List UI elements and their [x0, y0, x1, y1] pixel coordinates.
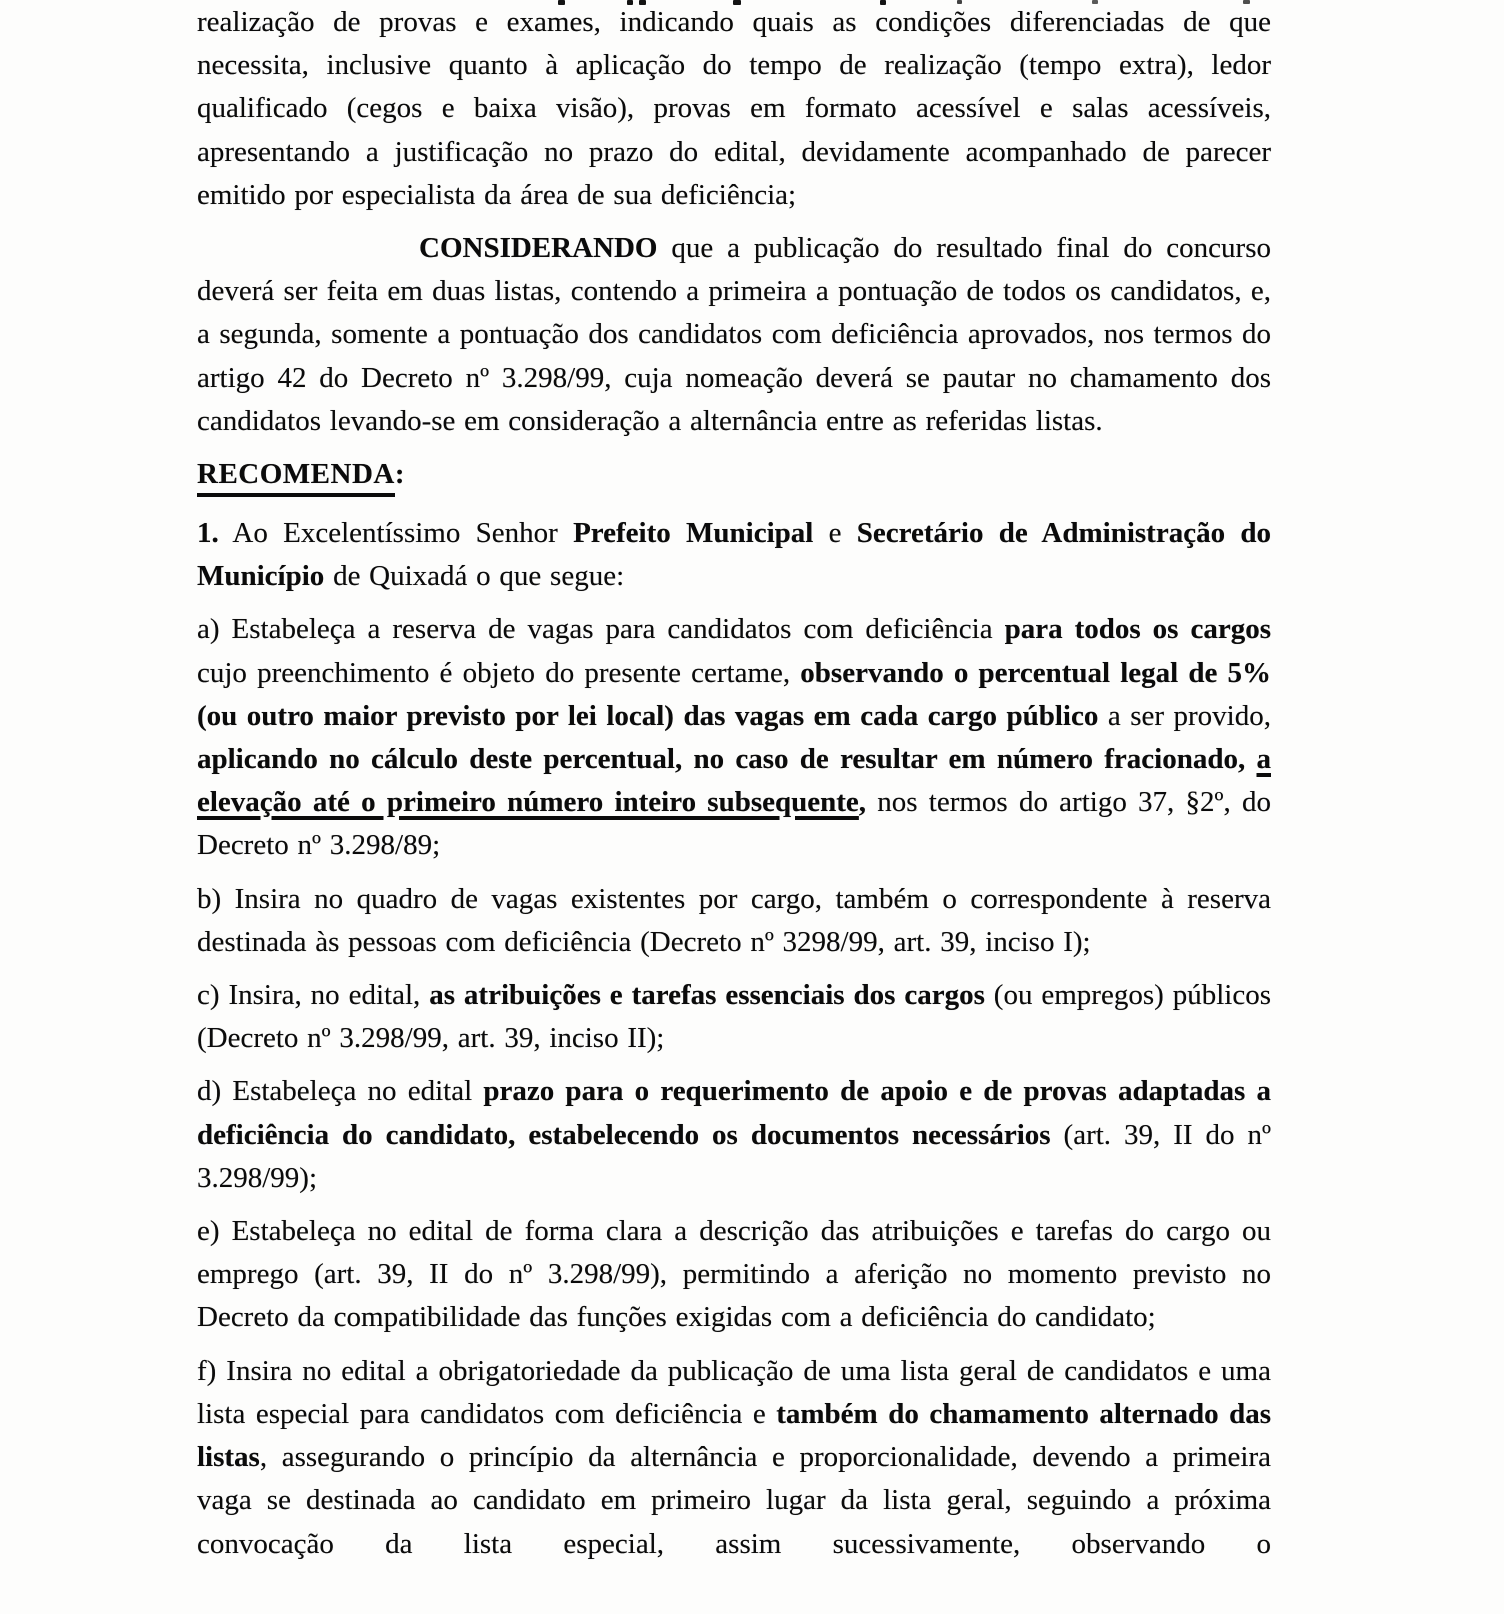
- text-run: também do chamamento alternado das listas: [197, 1397, 1271, 1474]
- text-run: :: [394, 458, 406, 491]
- text-run: f) Insira no edital a obrigatoriedade da publicação de uma lista geral de candidatos e uma lista especial para candidatos com deficiência e: [197, 1354, 1271, 1430]
- paragraph-item-c: [197, 974, 1271, 1060]
- paragraph-considerando: [197, 227, 1271, 443]
- text-run: a ser provido,: [1098, 699, 1271, 732]
- text-run: aplicando no cálculo deste percentual, no caso de resultar em número fracionado,: [197, 743, 1257, 776]
- text-run: cujo preenchimento é objeto do presente certame,: [197, 656, 801, 689]
- text-run: que a publicação do resultado final do concurso deverá ser feita em duas listas, contendo a primeira a pontuação de todos os candidatos, e, a segunda, somente a pontuação dos candidatos com deficiência aprovados, nos termos do artigo 42 do Decreto nº 3.298/99, cuja nomeação deverá se pautar no chamamento dos candidatos levando-se em consideração a alternância entre as referidas listas.: [197, 232, 1271, 437]
- text-run: prazo para o requerimento de apoio e de provas adaptadas a deficiência do candidato, estabelecendo os documentos necessários: [197, 1075, 1271, 1151]
- text-run: nos termos do artigo 37, §2º, do Decreto nº 3.298/89;: [197, 786, 1271, 862]
- text-run: (art. 39, II do nº 3.298/99);: [197, 1118, 1271, 1194]
- text-run: para todos os cargos: [1004, 613, 1271, 646]
- text-run: realização de provas e exames, indicando quais as condições diferenciadas de que necessita, inclusive quanto à aplicação do tempo de realização (tempo extra), ledor qualificado (cegos e baixa visão), provas em formato acessível e salas acessíveis, apresentando a justificação no prazo do edital, devidamente acompanhado de parecer emitido por especialista da área de sua deficiência;: [197, 6, 1271, 211]
- text-run: Ao Excelentíssimo Senhor: [218, 517, 574, 550]
- paragraph-item-d: [197, 1070, 1271, 1200]
- text-run: e) Estabeleça no edital de forma clara a descrição das atribuições e tarefas do cargo ou emprego (art. 39, II do nº 3.298/99), permitindo a aferição no momento previsto no Decreto da compatibilidade das funções exigidas com a deficiência do candidato;: [197, 1215, 1271, 1334]
- paragraph-item-f: [197, 1350, 1271, 1566]
- text-run: b) Insira no quadro de vagas existentes por cargo, também o correspondente à reserva destinada às pessoas com deficiência (Decreto nº 3298/99, art. 39, inciso I);: [197, 882, 1271, 958]
- document-text: [197, 1, 1271, 1576]
- text-run: de Quixadá o que segue:: [324, 560, 625, 593]
- heading-recomenda: [197, 453, 1271, 497]
- text-run: CONSIDERANDO: [419, 232, 658, 265]
- text-run: ,: [858, 786, 867, 819]
- paragraph-item-e: [197, 1210, 1271, 1340]
- text-run: (ou empregos) públicos (Decreto nº 3.298/99, art. 39, inciso II);: [197, 979, 1271, 1055]
- text-run: Prefeito Municipal: [573, 517, 814, 550]
- paragraph-item-b: [197, 878, 1271, 964]
- text-run: RECOMENDA: [197, 457, 395, 497]
- text-run: c) Insira, no edital,: [197, 979, 430, 1012]
- text-run: a) Estabeleça a reserva de vagas para candidatos com deficiência: [197, 613, 1005, 646]
- text-run: a elevação até o primeiro número inteiro subsequente: [197, 743, 1271, 819]
- text-run: d) Estabeleça no edital: [197, 1075, 484, 1108]
- text-run: 1.: [197, 517, 219, 550]
- paragraph-continuation: [197, 1, 1271, 217]
- text-run: observando o percentual legal de 5% (ou outro maior previsto por lei local) das vagas em cada cargo público: [197, 656, 1271, 732]
- paragraph-item-a: [197, 608, 1271, 867]
- text-run: Secretário de Administração do Município: [197, 517, 1271, 593]
- text-run: e: [813, 517, 857, 550]
- text-run: , assegurando o princípio da alternância e proporcionalidade, devendo a primeira vaga se destinada ao candidato em primeiro lugar da lista geral, seguindo a próxima convocação da lista especial, assim sucessivamente, observando o: [197, 1441, 1271, 1560]
- paragraph-item-1: [197, 512, 1271, 598]
- text-run: as atribuições e tarefas essenciais dos cargos: [429, 979, 985, 1012]
